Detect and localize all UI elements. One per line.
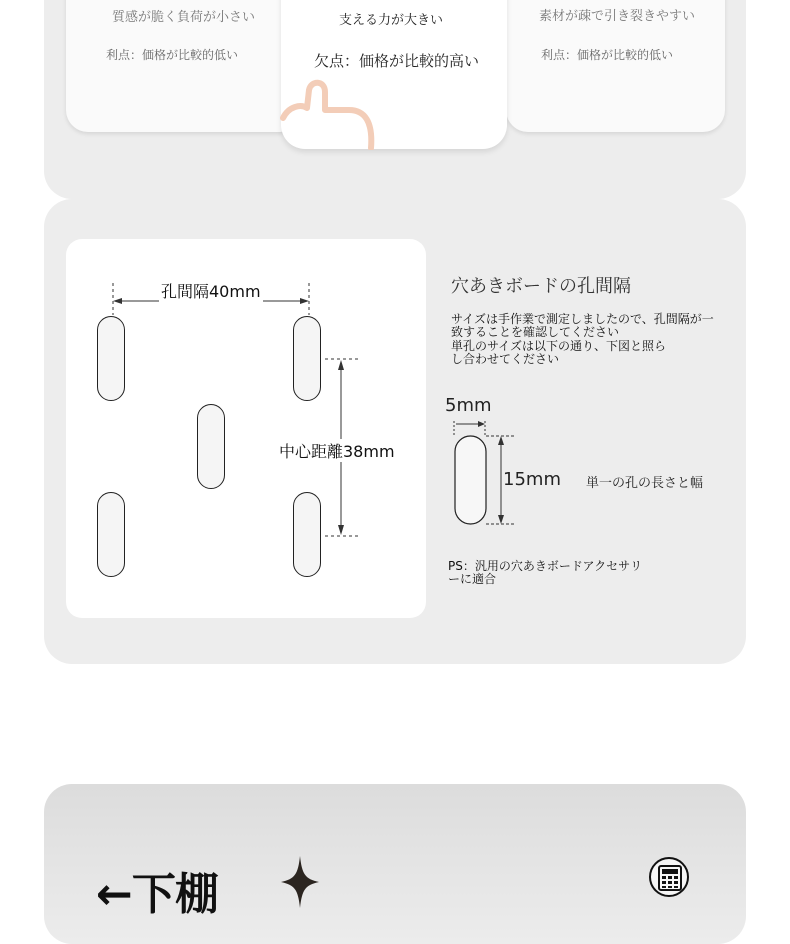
hole-spacing-label: 孔間隔40mm xyxy=(159,279,263,302)
calculator-icon[interactable] xyxy=(649,857,689,897)
card-middle-demerit: 欠点：価格が比較的高い xyxy=(314,52,480,70)
pegboard-hole xyxy=(97,492,125,577)
comparison-card-right xyxy=(506,0,725,132)
calculator-glyph xyxy=(658,865,682,891)
four-point-star-icon xyxy=(281,856,319,908)
center-distance-label: 中心距離38mm xyxy=(277,439,397,462)
pointing-hand-icon xyxy=(279,78,379,150)
spec-heading: 穴あきボードの孔間隔 xyxy=(451,276,631,297)
card-left-merit: 利点：価格が比較的低い xyxy=(106,48,239,62)
pegboard-hole xyxy=(197,404,225,489)
pegboard-diagram xyxy=(66,239,426,618)
comparison-card-left xyxy=(66,0,302,132)
pegboard-hole xyxy=(293,316,321,401)
pegboard-hole xyxy=(97,316,125,401)
hole-width-label: 5mm xyxy=(445,395,492,416)
card-right-desc: 素材が疎で引き裂きやすい xyxy=(539,9,696,24)
comparison-card-middle xyxy=(281,0,507,149)
hole-length-label: 15mm xyxy=(503,469,561,490)
pegboard-hole xyxy=(293,492,321,577)
measurement-note: サイズは手作業で測定しましたので、孔間隔が一 致することを確認してください xyxy=(451,312,714,339)
card-left-desc: 質感が脆く負荷が小さい xyxy=(112,10,256,25)
ps-note: PS：汎用の穴あきボードアクセサリ ーに適合 xyxy=(448,559,643,586)
lower-shelf-label: ←下棚 xyxy=(96,869,218,920)
card-middle-desc: 支える力が大きい xyxy=(339,13,444,28)
single-hole-note: 単孔のサイズは以下の通り、下図と照ら し合わせてください xyxy=(451,339,667,366)
card-right-merit: 利点：価格が比較的低い xyxy=(541,48,674,62)
single-hole-size-label: 単一の孔の長さと幅 xyxy=(586,476,704,491)
